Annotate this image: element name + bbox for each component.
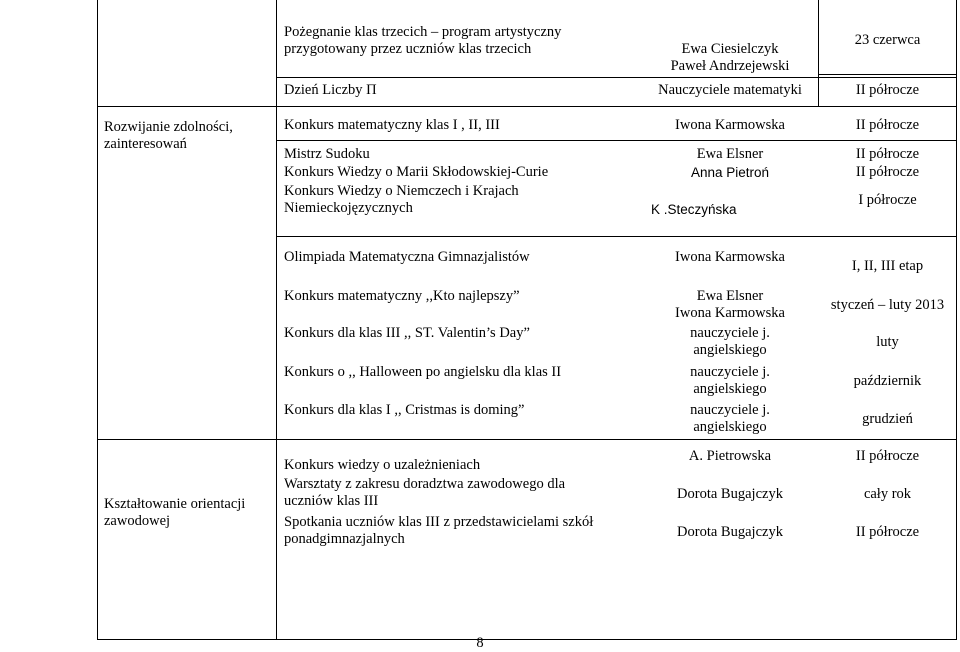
event-curie-contest: Konkurs Wiedzy o Marii Skłodowskiej-Curie (284, 164, 549, 180)
date-sudoku: II półrocze (855, 146, 920, 162)
person-curie-contest: Anna Pietroń (690, 165, 770, 180)
date-valentines: luty (876, 334, 899, 350)
date-cell-divider (818, 74, 957, 75)
event-christmas: Konkurs dla klas I ,, Cristmas is doming” (284, 402, 525, 418)
row-divider-2 (97, 106, 957, 107)
table-border-left (97, 0, 98, 640)
event-valentines: Konkurs dla klas III ,, ST. Valentin’s Day” (284, 325, 530, 341)
section-divider-1 (276, 236, 957, 237)
row-divider-3 (276, 140, 957, 141)
event-sudoku: Mistrz Sudoku (284, 146, 370, 162)
date-christmas: grudzień (862, 411, 913, 427)
person-germany-contest: K .Steczyńska (651, 202, 737, 217)
event-pi-day: Dzień Liczby Π (284, 82, 377, 98)
date-math-contest: II półrocze (855, 117, 920, 133)
event-school-meetings: Spotkania uczniów klas III z przedstawicielami szkół ponadgimnazjalnych (284, 514, 594, 547)
date-school-meetings: II półrocze (855, 524, 920, 540)
person-addiction-contest: A. Pietrowska (688, 448, 772, 464)
date-addiction-contest: II półrocze (855, 448, 920, 464)
section3-category: Kształtowanie orientacji zawodowej (104, 496, 246, 529)
event-olympiad: Olimpiada Matematyczna Gimnazjalistów (284, 249, 530, 265)
person-who-is-best: Ewa Elsner Iwona Karmowska (675, 288, 785, 321)
event-who-is-best: Konkurs matematyczny ,,Kto najlepszy” (284, 288, 520, 304)
table-border-category (276, 0, 277, 640)
event-halloween: Konkurs o ,, Halloween po angielsku dla klas II (284, 364, 562, 380)
person-career-workshops: Dorota Bugajczyk (677, 486, 783, 502)
date-farewell: 23 czerwca (854, 32, 921, 48)
person-sudoku: Ewa Elsner (696, 146, 764, 162)
person-school-meetings: Dorota Bugajczyk (677, 524, 783, 540)
section1-category: Rozwijanie zdolności, zainteresowań (104, 119, 233, 152)
section-divider-2 (97, 439, 957, 440)
person-olympiad: Iwona Karmowska (675, 249, 785, 265)
table-border-right (956, 0, 957, 640)
date-pi-day: II półrocze (855, 82, 920, 98)
date-germany-contest: I półrocze (858, 192, 917, 208)
person-halloween: nauczyciele j. angielskiego (690, 364, 770, 397)
event-germany-contest: Konkurs Wiedzy o Niemczech i Krajach Niemieckojęzycznych (284, 183, 519, 216)
date-career-workshops: cały rok (863, 486, 912, 502)
page-number: 8 (476, 635, 484, 651)
person-christmas: nauczyciele j. angielskiego (690, 402, 770, 435)
event-math-contest: Konkurs matematyczny klas I , II, III (284, 117, 500, 133)
date-who-is-best: styczeń – luty 2013 (830, 297, 945, 313)
date-olympiad: I, II, III etap (851, 258, 924, 274)
person-valentines: nauczyciele j. angielskiego (690, 325, 770, 358)
event-addiction-contest: Konkurs wiedzy o uzależnieniach (284, 457, 481, 473)
person-math-contest: Iwona Karmowska (675, 117, 785, 133)
person-pi-day: Nauczyciele matematyki (658, 82, 802, 98)
date-halloween: październik (853, 373, 922, 389)
event-farewell-third-grades: Pożegnanie klas trzecich – program artystyczny przygotowany przez uczniów klas trzecich (284, 24, 562, 57)
row-divider-1 (276, 77, 957, 78)
person-farewell: Ewa Ciesielczyk Paweł Andrzejewski (670, 41, 790, 74)
event-career-workshops: Warsztaty z zakresu doradztwa zawodowego dla uczniów klas III (284, 476, 566, 509)
table-border-bottom (97, 639, 957, 640)
date-curie-contest: II półrocze (855, 164, 920, 180)
